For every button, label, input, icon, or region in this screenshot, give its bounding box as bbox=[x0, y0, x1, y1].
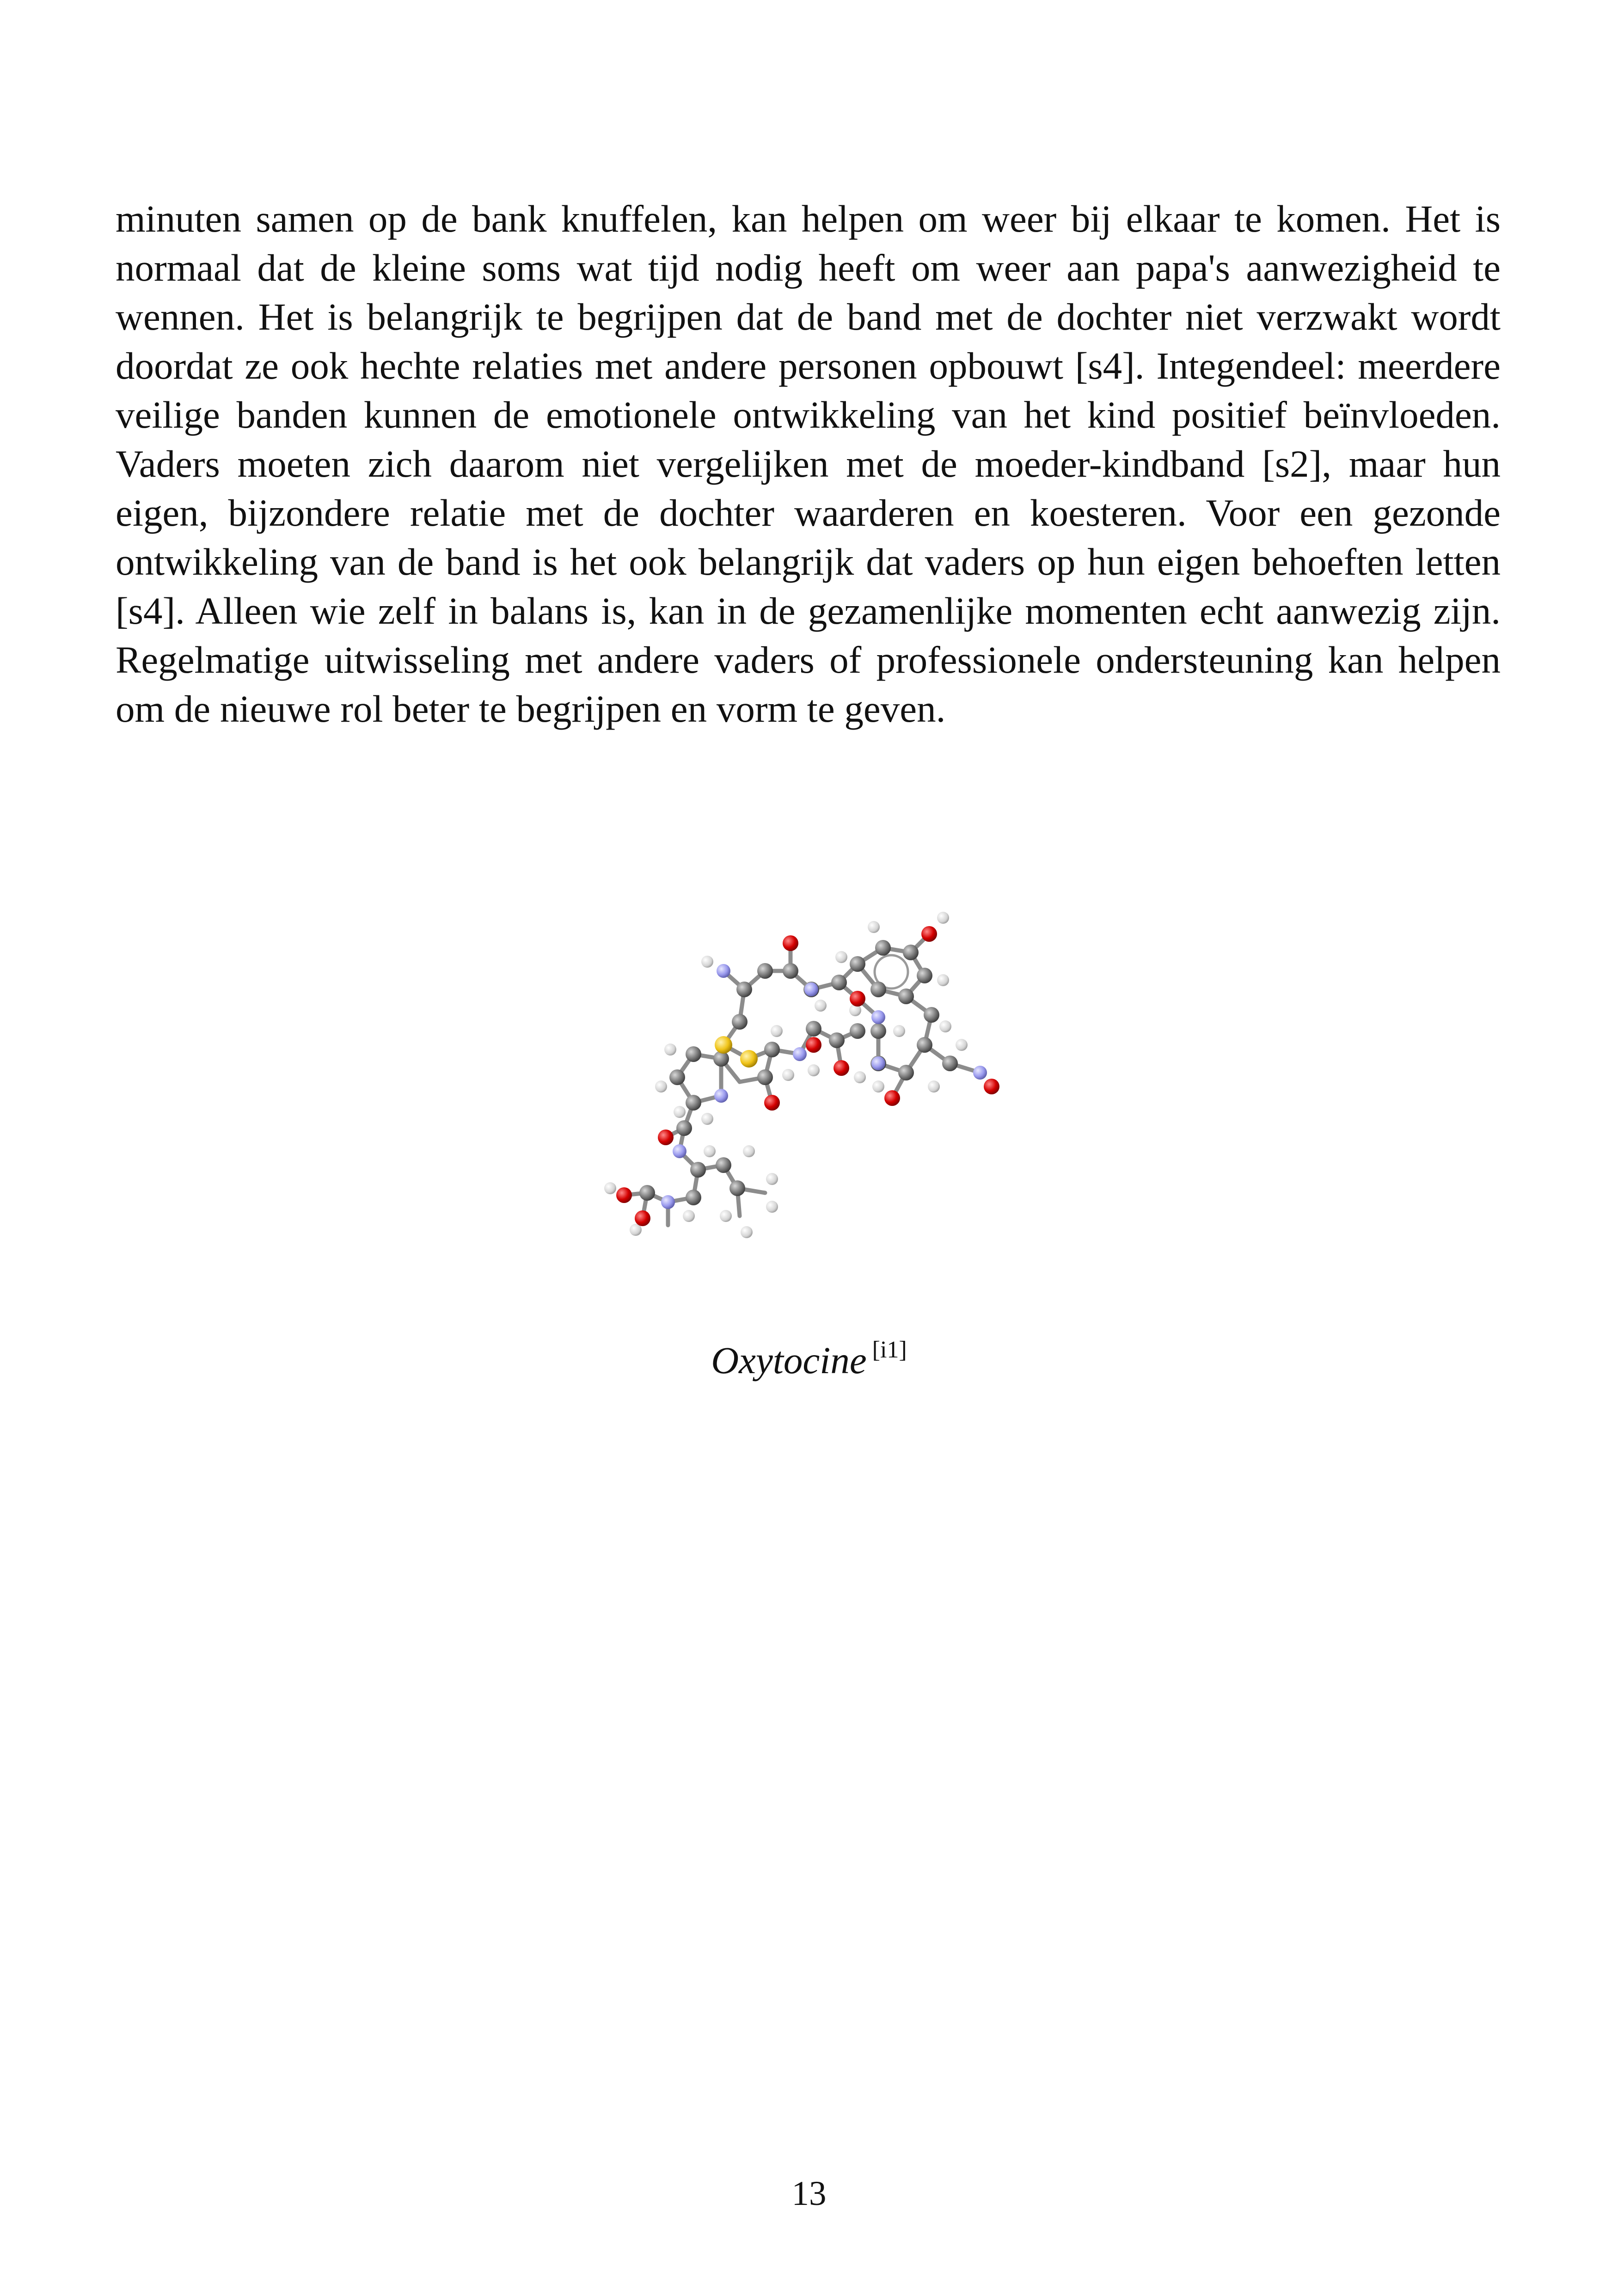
oxytocin-molecule-figure bbox=[555, 892, 1063, 1285]
caption-title: Oxytocine bbox=[711, 1339, 867, 1381]
body-paragraph: minuten samen op de bank knuffelen, kan helpen om weer bij elkaar te komen. Het is normaal dat de kleine soms wat tijd nodig heeft om weer aan papa's aanwezigheid te wennen. Het is belangrijk te begrijpen dat de band met de dochter niet verzwakt wordt doordat ze ook hechte relaties met andere personen opbouwt [s4]. Integendeel: meerdere veilige banden kunnen de emotionele ontwikkeling van het kind positief beïnvloeden. Vaders moeten zich daarom niet vergelijken met de moeder-kindband [s2], maar hun eigen, bijzondere relatie met de dochter waarderen en koesteren. Voor een gezonde ontwikkeling van de band is het ook belangrijk dat vaders op hun eigen behoeften letten [s4]. Alleen wie zelf in balans is, kan in de gezamenlijke momenten echt aanwezig zijn. Regelmatige uitwisseling met andere vaders of professionele ondersteuning kan helpen om de nieuwe rol beter te begrijpen en vorm te geven. bbox=[116, 197, 1501, 730]
figure-caption bbox=[0, 1327, 1618, 1383]
molecule-ball-and-stick-icon bbox=[555, 892, 1063, 1285]
caption-reference[interactable]: [i1] bbox=[872, 1337, 907, 1363]
page-number: 13 bbox=[791, 2174, 827, 2213]
